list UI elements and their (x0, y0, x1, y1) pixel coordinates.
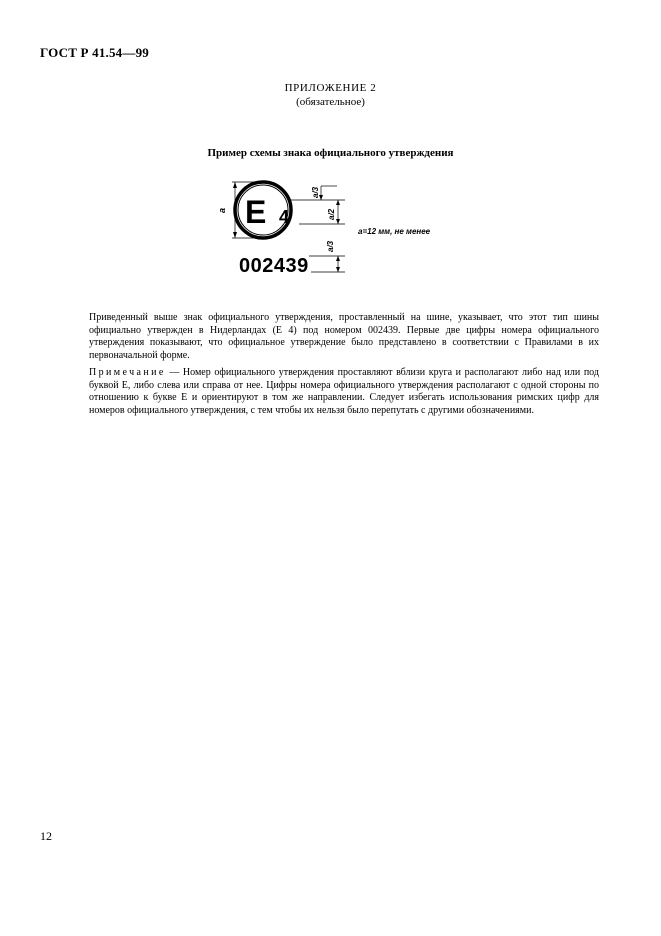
page-number: 12 (40, 829, 52, 843)
paragraph-text: Приведенный выше знак официального утверждения, проставленный на шине, указывает, что этот тип шины официально утвержден в Нидерландах (Е 4) под номером 002439. Первые две цифры номера официального утверждения показывают, что официальное утверждение было представлено в соответствии с Правилами в их первоначальной форме. (89, 312, 599, 361)
approval-mark-figure (215, 176, 455, 281)
dim-a3-bottom-label: a/3 (326, 240, 335, 252)
note-label: Примечание (89, 367, 166, 378)
paragraph-explanation (89, 312, 599, 362)
dim-a3-top-label: a/3 (311, 186, 320, 198)
size-note: a=12 мм, не менее (358, 227, 431, 236)
dim-arrow (336, 256, 340, 261)
dim-arrow (336, 267, 340, 272)
dim-arrow (336, 219, 340, 224)
mark-letter: E (245, 194, 267, 230)
document-code: ГОСТ Р 41.54—99 (40, 45, 149, 60)
dim-arrow (233, 182, 237, 188)
dim-arrow (336, 200, 340, 205)
annex-status: (обязательное) (296, 96, 365, 108)
dim-arrow (233, 232, 237, 238)
dim-a2-label: a/2 (327, 208, 336, 220)
mark-digit: 4 (279, 207, 290, 227)
note-text: — Номер официального утверждения проставляют вблизи круга и располагают либо над или под буквой Е, либо слева или справа от нее. Цифры номера официального утверждения располагают с одной стороны по отношению к букве Е и ориентируют в том же направлении. Следует избегать использования римских цифр для номеров официального утверждения, с тем чтобы их нельзя было перепутать с другими обозначениями. (89, 367, 599, 416)
approval-number: 002439 (239, 255, 309, 277)
dim-a-label: a (217, 207, 227, 213)
annex-title: ПРИЛОЖЕНИЕ 2 (284, 82, 377, 94)
paragraph-note (89, 367, 599, 417)
section-heading: Пример схемы знака официального утверждения (207, 147, 454, 159)
